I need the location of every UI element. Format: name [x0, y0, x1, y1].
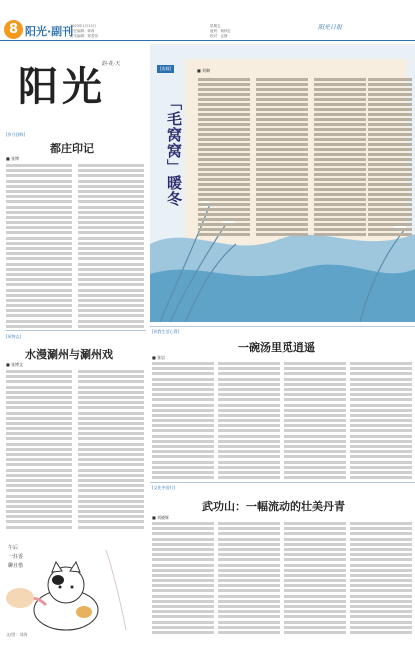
- article-body-1a: [6, 164, 72, 330]
- feature-body-4: [368, 78, 412, 238]
- section-tag-1: [岁月回眸]: [6, 132, 26, 137]
- article-author-3: ■ 张岩: [152, 355, 166, 360]
- header-meta-left: [70, 24, 190, 39]
- article-body-3b: [218, 362, 280, 481]
- section-tag-2: [风物志]: [6, 334, 22, 339]
- cartoon-text-1: 午后: [8, 545, 19, 551]
- article-body-4b: [218, 522, 280, 636]
- meta-proof: 校对：孟静: [210, 34, 228, 38]
- article-author-2: ■ 张博文: [6, 362, 24, 367]
- feature-title: 「毛窝窝」暖冬: [165, 95, 183, 207]
- cartoon-caption: 文/图：刘海: [6, 632, 28, 637]
- article-title-2: 水漫涮州与涮州戏: [25, 348, 113, 361]
- article-body-4c: [284, 522, 346, 636]
- article-body-1b: [78, 164, 144, 330]
- meta-art-editor: 美术编辑：郭盈恒: [70, 34, 98, 38]
- article-body-4a: [152, 522, 214, 636]
- feature-author: ■ 刘琳: [197, 68, 211, 73]
- article-title-4: 武功山：一幅流动的壮美丹青: [202, 500, 345, 513]
- article-body-4d: [350, 522, 412, 636]
- meta-duty: 值班：杨秋红: [210, 29, 231, 33]
- calligraphy-subtitle: 韵·花·天: [102, 61, 121, 67]
- masthead-logo: 阳光日报: [318, 24, 343, 31]
- feature-body-3: [314, 78, 366, 238]
- article-body-2b: [78, 370, 144, 531]
- section-tag-feature: [连载]: [157, 65, 174, 73]
- article-body-3d: [350, 362, 412, 481]
- divider-2: [150, 326, 415, 327]
- cartoon-text-2: 一炷香: [8, 554, 24, 560]
- divider-3: [150, 482, 415, 483]
- article-body-2a: [6, 370, 72, 531]
- divider-1: [6, 330, 146, 331]
- header-meta-right: [210, 24, 320, 39]
- article-title-1: 都庄印记: [50, 142, 94, 155]
- page-title: 阳光·副刊: [25, 25, 74, 38]
- article-title-3: 一碗汤里觅逍遥: [238, 341, 315, 354]
- feature-body-1: [198, 78, 250, 238]
- feature-body-2: [256, 78, 308, 238]
- article-body-3c: [284, 362, 346, 481]
- page-number-badge: 8: [4, 20, 23, 39]
- meta-weekday: 星期五: [210, 24, 221, 28]
- section-tag-3: [你我生活心得]: [152, 329, 180, 334]
- cartoon-text-3: 聊且惜: [8, 563, 24, 569]
- article-author-4: ■ 刘晓辉: [152, 515, 170, 520]
- article-author-1: ■ 张博: [6, 156, 20, 161]
- calligraphy-title: 阳光: [18, 63, 106, 110]
- header-rule: [0, 40, 415, 41]
- article-body-3a: [152, 362, 214, 481]
- section-tag-4: [文化中国行]: [152, 485, 176, 490]
- cartoon-illustration: [6, 540, 146, 640]
- meta-editor: 责任编辑：韩莉: [70, 29, 95, 33]
- meta-date: 2023年1月13日: [70, 24, 97, 28]
- page-header: [0, 0, 415, 40]
